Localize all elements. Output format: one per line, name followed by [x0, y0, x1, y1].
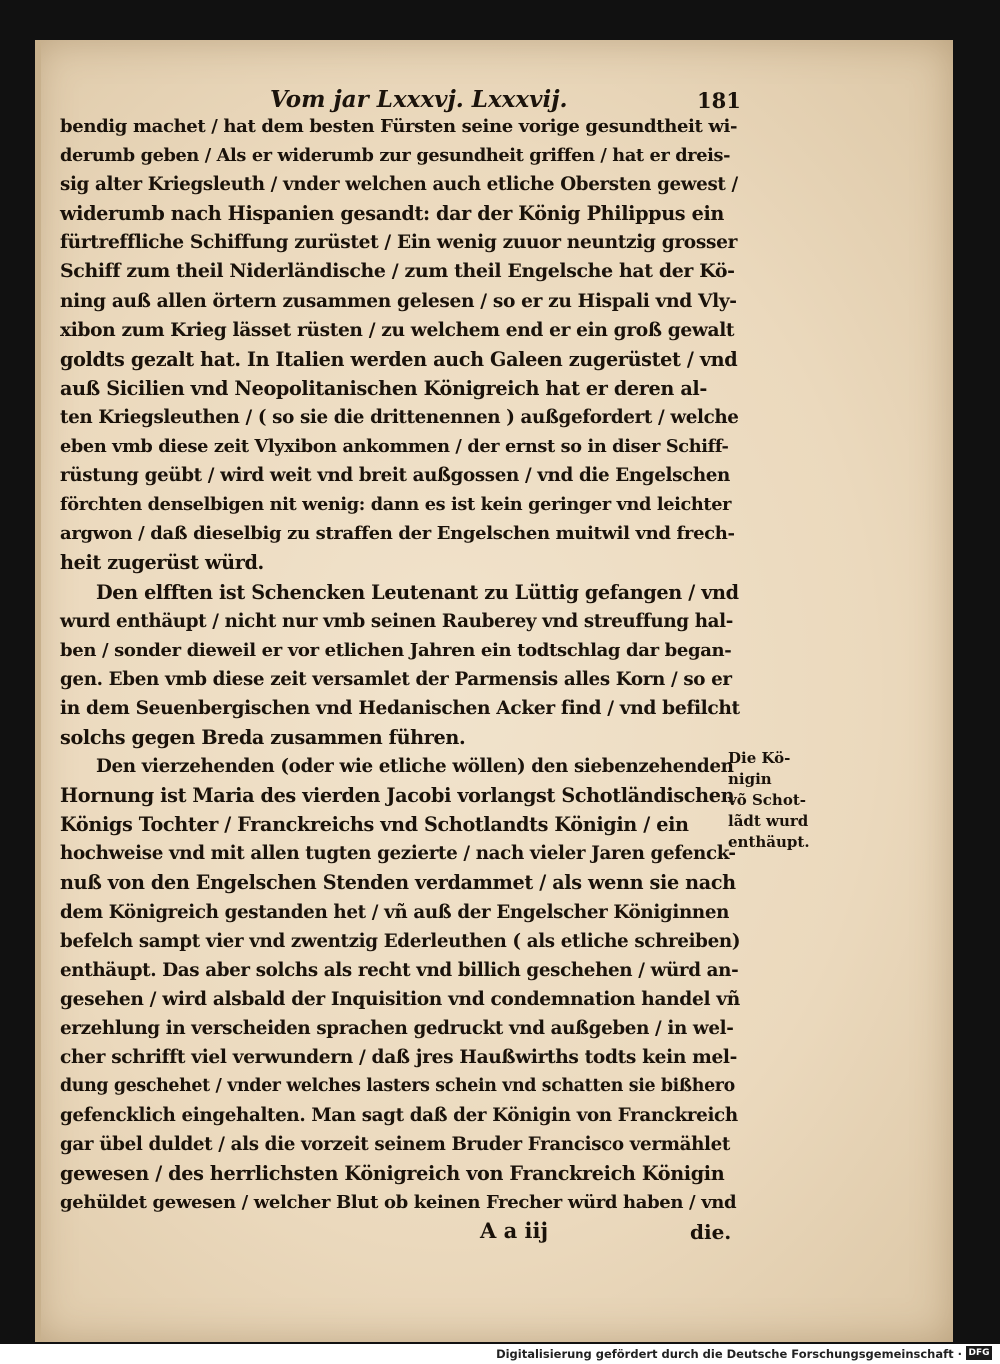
text-line: Den elfften ist Schencken Leutenant zu Lüttig gefangen / vnd: [96, 580, 739, 604]
text-line: derumb geben / Als er widerumb zur gesundheit griffen / hat er dreis-: [60, 145, 731, 167]
text-line: dung geschehet / vnder welches lasters schein vnd schatten sie bißhero: [60, 1076, 735, 1097]
text-line: widerumb nach Hispanien gesandt: dar der König Philippus ein: [60, 202, 724, 226]
catchword: die.: [690, 1220, 732, 1244]
body-text: [60, 112, 740, 1218]
text-line: befelch sampt vier vnd zwentzig Ederleuthen ( als etliche schreiben): [60, 930, 741, 952]
text-line: gewesen / des herrlichsten Königreich von Franckreich Königin: [60, 1162, 725, 1186]
text-line: Schiff zum theil Niderländische / zum theil Engelsche hat der Kö-: [60, 260, 735, 283]
margin-note-line: nigin: [728, 770, 772, 788]
text-line: auß Sicilien vnd Neopolitanischen Königreich hat er deren al-: [60, 376, 707, 400]
signature-mark: A a iij: [480, 1218, 549, 1243]
page-number: 181: [697, 88, 741, 113]
text-line: gesehen / wird alsbald der Inquisition vnd condemnation handel vñ: [60, 988, 740, 1010]
text-line: gefencklich eingehalten. Man sagt daß der Königin von Franckreich: [60, 1105, 738, 1127]
text-line: solchs gegen Breda zusammen führen.: [60, 725, 466, 749]
text-line: Königs Tochter / Franckreichs vnd Schotlandts Königin / ein: [60, 813, 689, 837]
text-line: Den vierzehenden (oder wie etliche wöllen) den siebenzehenden: [96, 756, 734, 778]
text-line: fürtreffliche Schiffung zurüstet / Ein wenig zuuor neuntzig grosser: [60, 232, 738, 254]
text-line: förchten denselbigen nit wenig: dann es ist kein geringer vnd leichter: [60, 494, 732, 516]
text-line: eben vmb diese zeit Vlyxibon ankommen / der ernst so in diser Schiff-: [60, 436, 729, 458]
margin-note-line: võ Schot-: [728, 791, 806, 809]
text-line: rüstung geübt / wird weit vnd breit außgossen / vnd die Engelschen: [60, 465, 730, 487]
text-line: in dem Seuenbergischen vnd Hedanischen Acker find / vnd befilcht: [60, 697, 740, 719]
text-line: gehüldet gewesen / welcher Blut ob keinen Frecher würd haben / vnd: [60, 1192, 737, 1214]
text-line: gar übel duldet / als die vorzeit seinem Bruder Francisco vermählet: [60, 1134, 731, 1156]
text-line: sig alter Kriegsleuth / vnder welchen auch etliche Obersten gewest /: [60, 174, 738, 196]
text-line: ben / sonder dieweil er vor etlichen Jahren ein todtschlag dar began-: [60, 639, 732, 661]
margin-note-line: lãdt wurd: [728, 812, 809, 830]
text-line: goldts gezalt hat. In Italien werden auch Galeen zugerüstet / vnd: [60, 347, 738, 371]
text-line: Hornung ist Maria des vierden Jacobi vorlangst Schotländischen: [60, 784, 735, 808]
text-line: gen. Eben vmb diese zeit versamlet der Parmensis alles Korn / so er: [60, 668, 732, 690]
text-line: cher schrifft viel verwundern / daß jres Haußwirths todts kein mel-: [60, 1047, 738, 1068]
running-head: Vom jar Lxxxvj. Lxxxvij.: [270, 86, 568, 113]
text-line: hochweise vnd mit allen tugten gezierte / nach vieler Jaren gefenck-: [60, 843, 736, 865]
text-line: argwon / daß dieselbig zu straffen der Engelschen muitwil vnd frech-: [60, 523, 735, 545]
credit-text: Digitalisierung gefördert durch die Deutsche Forschungsgemeinschaft ·: [496, 1347, 962, 1361]
text-line: wurd enthäupt / nicht nur vmb seinen Rauberey vnd streuffung hal-: [60, 610, 733, 632]
text-line: erzehlung in verscheiden sprachen gedruckt vnd außgeben / in wel-: [60, 1017, 734, 1039]
text-line: bendig machet / hat dem besten Fürsten seine vorige gesundtheit wi-: [60, 116, 738, 137]
text-line: enthäupt. Das aber solchs als recht vnd billich geschehen / würd an-: [60, 959, 739, 981]
margin-note-line: enthäupt.: [728, 833, 810, 851]
margin-note: [728, 748, 838, 853]
text-line: dem Königreich gestanden het / vñ auß der Engelscher Königinnen: [60, 901, 730, 923]
text-line: nuß von den Engelschen Stenden verdammet / als wenn sie nach: [60, 871, 736, 895]
text-line: ning auß allen örtern zusammen gelesen / so er zu Hispali vnd Vly-: [60, 290, 737, 312]
text-line: xibon zum Krieg lässet rüsten / zu welchem end er ein groß gewalt: [60, 319, 735, 341]
dfg-logo: DFG: [966, 1346, 992, 1360]
text-line: ten Kriegsleuthen / ( so sie die drittenennen ) außgefordert / welche: [60, 406, 739, 428]
page-gutter-edge: [35, 40, 41, 1342]
margin-note-line: Die Kö-: [728, 749, 791, 767]
text-line: heit zugerüst würd.: [60, 551, 264, 575]
